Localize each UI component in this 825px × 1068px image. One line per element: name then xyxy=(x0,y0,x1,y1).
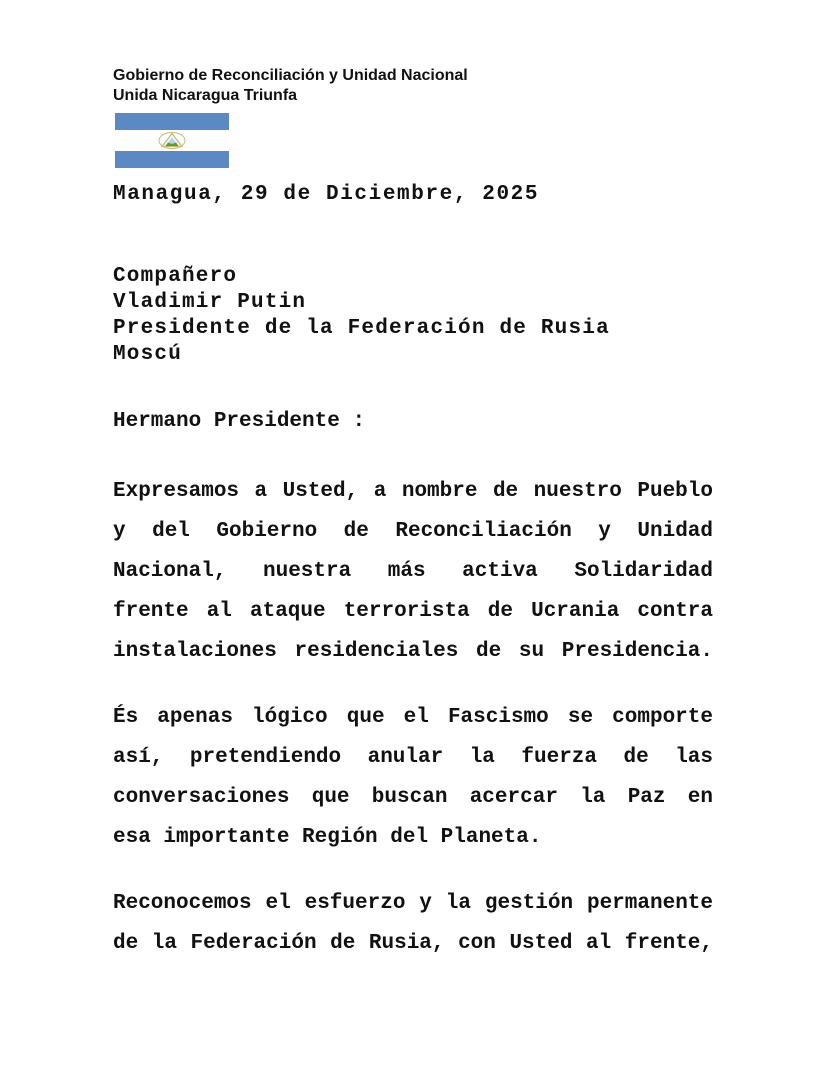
body-line: así, pretendiendo anular la fuerza de las xyxy=(113,746,713,769)
flag-top-stripe xyxy=(115,113,229,130)
nicaragua-flag-image xyxy=(115,113,229,168)
paragraph xyxy=(113,698,713,858)
nicaragua-coat-of-arms-icon xyxy=(156,131,188,150)
recipient-line: Moscú xyxy=(113,343,183,366)
body-line: Expresamos a Usted, a nombre de nuestro Pueblo xyxy=(113,480,713,503)
recipient-line: Compañero xyxy=(113,265,238,288)
recipient-block xyxy=(113,264,610,368)
paragraph xyxy=(113,472,713,672)
body-line: frente al ataque terrorista de Ucrania contra xyxy=(113,600,713,623)
body-line: És apenas lógico que el Fascismo se comporte xyxy=(113,706,713,729)
salutation: Hermano Presidente : xyxy=(113,410,366,433)
date-line: Managua, 29 de Diciembre, 2025 xyxy=(113,183,540,206)
letterhead-line1: Gobierno de Reconciliación y Unidad Nacional xyxy=(113,67,468,84)
body-line: instalaciones residenciales de su Presidencia. xyxy=(113,640,713,663)
letterhead-line2: Unida Nicaragua Triunfa xyxy=(113,87,298,104)
flag-bottom-stripe xyxy=(115,151,229,168)
body-line: y del Gobierno de Reconciliación y Unidad xyxy=(113,520,713,543)
flag-middle-stripe xyxy=(115,130,229,151)
body-line: conversaciones que buscan acercar la Paz en xyxy=(113,786,713,809)
body-line: de la Federación de Rusia, con Usted al frente, xyxy=(113,932,713,955)
recipient-line: Presidente de la Federación de Rusia xyxy=(113,317,610,340)
body-line: esa importante Región del Planeta. xyxy=(113,826,542,849)
paragraph xyxy=(113,884,713,964)
body-line: Nacional, nuestra más activa Solidaridad xyxy=(113,560,713,583)
letter-body xyxy=(113,472,713,990)
recipient-line: Vladimir Putin xyxy=(113,291,307,314)
letterhead xyxy=(113,66,468,106)
body-line: Reconocemos el esfuerzo y la gestión permanente xyxy=(113,892,713,915)
